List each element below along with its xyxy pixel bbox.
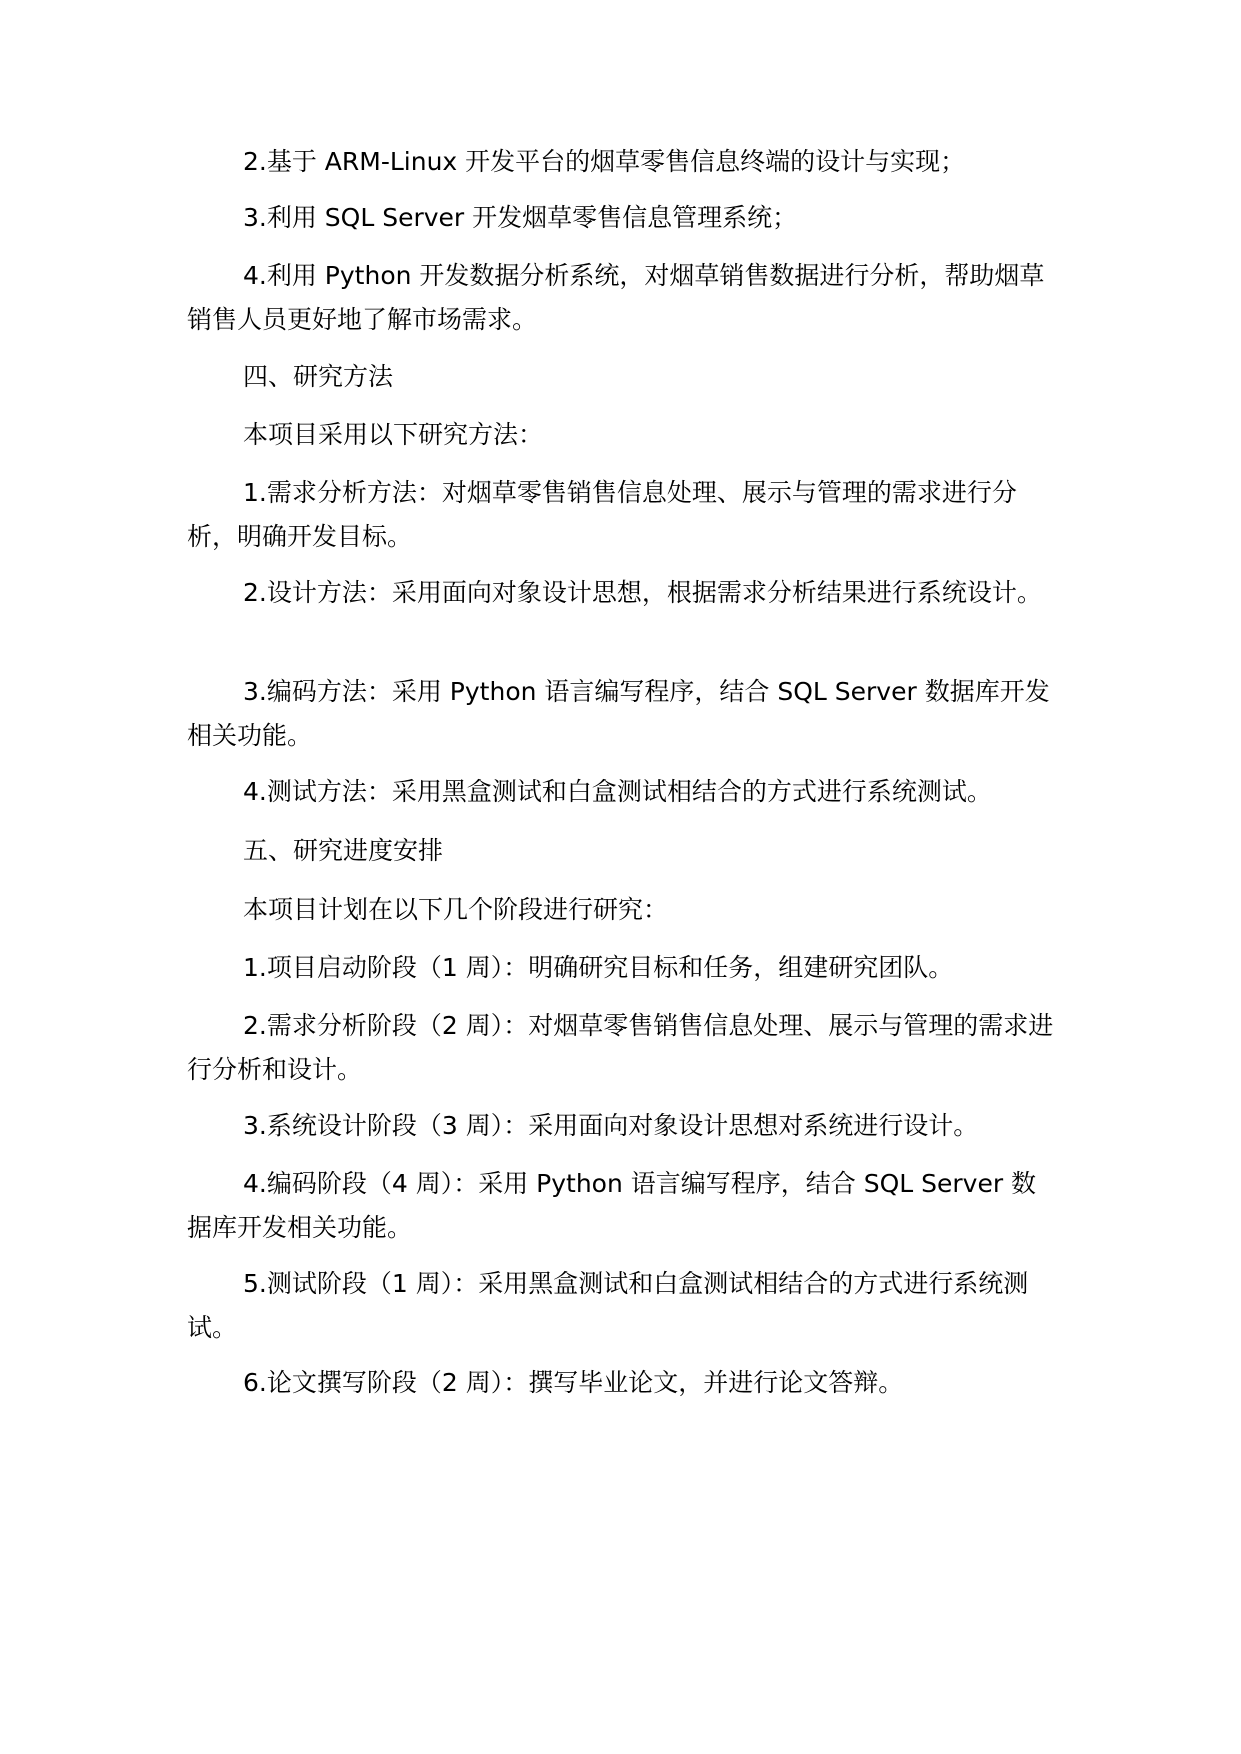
paragraph-method-2: 2.设计方法：采用面向对象设计思想，根据需求分析结果进行系统设计。 bbox=[243, 578, 1042, 607]
paragraph-method-1: 1.需求分析方法：对烟草零售销售信息处理、展示与管理的需求进行分析，明确开发目标。 bbox=[187, 478, 1017, 551]
paragraph-stage-1: 1.项目启动阶段（1 周）：明确研究目标和任务，组建研究团队。 bbox=[243, 953, 954, 982]
paragraph-stage-3: 3.系统设计阶段（3 周）：采用面向对象设计思想对系统进行设计。 bbox=[243, 1111, 979, 1140]
paragraph-method-3: 3.编码方法：采用 Python 语言编写程序，结合 SQL Server 数据库开发相关功能。 bbox=[187, 677, 1050, 750]
paragraph-objective-4: 4.利用 Python 开发数据分析系统，对烟草销售数据进行分析，帮助烟草销售人员更好地了解市场需求。 bbox=[187, 261, 1045, 334]
paragraph-stage-4: 4.编码阶段（4 周）：采用 Python 语言编写程序，结合 SQL Server 数据库开发相关功能。 bbox=[187, 1169, 1037, 1242]
paragraph-schedule-intro: 本项目计划在以下几个阶段进行研究： bbox=[243, 895, 669, 924]
paragraph-objective-2: 2.基于 ARM-Linux 开发平台的烟草零售信息终端的设计与实现； bbox=[243, 147, 966, 176]
paragraph-methods-intro: 本项目采用以下研究方法： bbox=[243, 420, 544, 449]
paragraph-stage-2: 2.需求分析阶段（2 周）：对烟草零售销售信息处理、展示与管理的需求进行分析和设计。 bbox=[187, 1011, 1054, 1084]
paragraph-objective-3: 3.利用 SQL Server 开发烟草零售信息管理系统； bbox=[243, 203, 798, 232]
section-heading-research-methods: 四、研究方法 bbox=[243, 362, 394, 391]
section-heading-schedule: 五、研究进度安排 bbox=[243, 836, 444, 865]
paragraph-stage-5: 5.测试阶段（1 周）：采用黑盒测试和白盒测试相结合的方式进行系统测试。 bbox=[187, 1269, 1029, 1342]
paragraph-method-4: 4.测试方法：采用黑盒测试和白盒测试相结合的方式进行系统测试。 bbox=[243, 777, 992, 806]
paragraph-stage-6: 6.论文撰写阶段（2 周）：撰写毕业论文，并进行论文答辩。 bbox=[243, 1368, 904, 1397]
